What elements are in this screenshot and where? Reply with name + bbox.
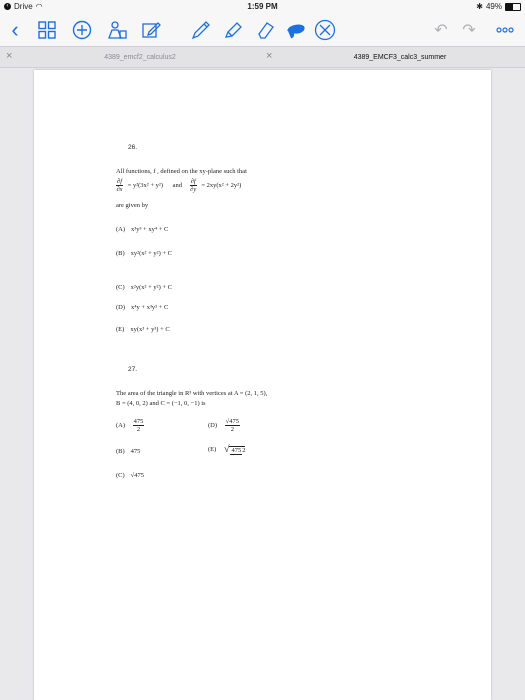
answer-option: (E) xy(x³ + y³) + C xyxy=(116,326,170,333)
lasso-icon[interactable] xyxy=(285,19,307,41)
bluetooth-icon: ✱ xyxy=(476,2,483,11)
question-stem: The area of the triangle in R³ with vertices at A = (2, 1, 5), xyxy=(116,390,268,397)
share-people-icon[interactable] xyxy=(107,19,129,41)
status-bar xyxy=(0,0,525,14)
highlighter-icon[interactable] xyxy=(222,19,244,41)
answer-option: (A) x³y³ + xy⁴ + C xyxy=(116,226,169,233)
back-chevron-icon[interactable]: ‹ xyxy=(11,17,19,42)
question-stem: B = (4, 0, 2) and C = (−1, 0, −1) is xyxy=(116,400,206,407)
answer-option: (B) xy²(x² + y²) + C xyxy=(116,250,173,257)
answer-option: (A) $\frac{475}{2}$ xyxy=(116,418,144,434)
eraser-icon[interactable] xyxy=(254,19,276,41)
tab-label: 4389_emcf2_calculus2 xyxy=(104,53,176,61)
answer-option: (C) √475 xyxy=(116,472,144,479)
pen-icon[interactable] xyxy=(190,19,212,41)
answer-option: (D) x⁴y + x³y³ + C xyxy=(116,304,169,311)
battery-percent: 49% xyxy=(485,2,502,11)
answer-option: (D) $\frac{√475}{2}$ xyxy=(208,418,239,434)
question-stem: All functions, f , defined on the xy-plane such that xyxy=(116,168,247,175)
close-circle-icon[interactable] xyxy=(314,19,336,41)
partial-equations xyxy=(116,178,241,194)
redo-icon[interactable]: ↷ xyxy=(462,22,476,39)
undo-icon[interactable]: ↶ xyxy=(434,22,448,39)
more-icon[interactable] xyxy=(494,19,516,41)
add-icon[interactable] xyxy=(71,19,93,41)
tab-calc3-summer[interactable] xyxy=(280,47,520,67)
close-tab-icon[interactable]: × xyxy=(6,50,13,62)
battery-icon xyxy=(505,3,521,11)
edit-note-icon[interactable] xyxy=(140,19,162,41)
partial-derivative-x: $\frac{\partial f}{\partial x}$ xyxy=(116,178,123,194)
clock: 1:59 PM xyxy=(247,2,278,11)
document-page[interactable] xyxy=(34,70,491,700)
back-to-app-icon[interactable]: ‹ xyxy=(4,3,11,10)
back-app-label[interactable]: Drive xyxy=(14,2,33,11)
tab-label: 4389_EMCF3_calc3_summer xyxy=(353,53,447,61)
question-number: 27. xyxy=(128,366,138,373)
document-tabs xyxy=(0,46,525,68)
question-number: 26. xyxy=(128,144,138,151)
close-tab-icon[interactable]: × xyxy=(266,50,273,62)
and-word: and xyxy=(172,182,183,190)
grid-view-icon[interactable] xyxy=(36,19,58,41)
status-right xyxy=(476,2,521,11)
answer-option: (B) 475 xyxy=(116,448,141,455)
equation-1: = y²(3x² + y²) xyxy=(127,182,164,190)
wifi-icon: ◠ xyxy=(35,2,43,11)
answer-option: (E) √ 4752 xyxy=(208,444,246,455)
question-stem-end: are given by xyxy=(116,202,149,209)
answer-option: (C) x²y(x² + y²) + C xyxy=(116,284,173,291)
equation-2: = 2xy(x² + 2y²) xyxy=(201,182,242,190)
tab-calculus2[interactable] xyxy=(20,47,260,67)
partial-derivative-y: $\frac{\partial f}{\partial y}$ xyxy=(190,178,197,194)
toolbar xyxy=(0,14,525,46)
